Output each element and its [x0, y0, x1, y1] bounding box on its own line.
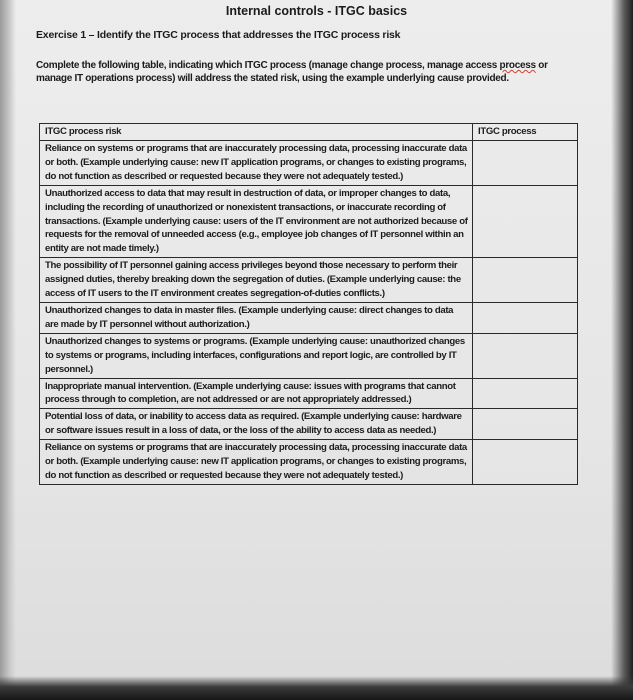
table-row	[40, 185, 578, 258]
risk-cell: Reliance on systems or programs that are inaccurately processing data, processing inaccurate data or both. (Example underlying cause: new IT application programs, or changes to existing programs, do not function as described or requested because they were not adequately tested.)	[40, 440, 473, 485]
risk-cell: Potential loss of data, or inability to access data as required. (Example underlying cause: hardware or software issues result in a loss of data, or the loss of the ability to access data as needed.)	[40, 409, 473, 440]
process-answer-cell[interactable]	[473, 440, 578, 485]
table-row	[40, 333, 578, 378]
spellcheck-flagged-word: process	[499, 60, 536, 71]
risk-cell: Unauthorized changes to systems or programs. (Example underlying cause: unauthorized changes to systems or programs, including interfaces, configurations and report logic, are controlled by IT personnel.)	[40, 333, 473, 378]
page-edge-shadow	[0, 0, 16, 700]
table-header-row	[40, 124, 578, 141]
table-row	[40, 302, 578, 333]
process-answer-cell[interactable]	[473, 333, 578, 378]
process-answer-cell[interactable]	[473, 258, 578, 303]
table-row	[40, 258, 578, 303]
document-title: Internal controls - ITGC basics	[225, 4, 408, 18]
table-row	[40, 378, 578, 409]
risk-cell: Inappropriate manual intervention. (Example underlying cause: issues with programs that cannot process through to completion, are not addressed or are not appropriately addressed.)	[40, 378, 473, 409]
process-answer-cell[interactable]	[473, 409, 578, 440]
process-answer-cell[interactable]	[473, 378, 578, 409]
risk-cell: Unauthorized access to data that may result in destruction of data, or improper changes to data, including the recording of unauthorized or nonexistent transactions, or inaccurate recording of transactions. (Example underlying cause: users of the IT environment are not authorized because of requests for the removal of unneeded access (e.g., employee job changes of IT personnel within an entity are not made timely.)	[40, 185, 473, 258]
table-row	[40, 440, 578, 485]
instructions-text-start: Complete the following table, indicating which ITGC process (manage change process, manage access	[36, 60, 500, 71]
exercise-heading: Exercise 1 – Identify the ITGC process that addresses the ITGC process risk	[36, 29, 401, 41]
risk-cell: Reliance on systems or programs that are inaccurately processing data, processing inaccurate data or both. (Example underlying cause: new IT application programs, or changes to existing programs, do not function as described or requested because they were not adequately tested.)	[40, 141, 473, 186]
page-bottom-shadow	[0, 676, 633, 700]
page-edge-shadow-right	[611, 0, 633, 700]
risk-cell: Unauthorized changes to data in master files. (Example underlying cause: direct changes to data are made by IT personnel without authorization.)	[40, 302, 473, 333]
risk-cell: The possibility of IT personnel gaining access privileges beyond those necessary to perform their assigned duties, thereby breaking down the segregation of duties. (Example underlying cause: the access of IT users to the IT environment creates segregation-of-duties conflicts.)	[40, 258, 473, 303]
column-header-process: ITGC process	[473, 124, 578, 141]
table-row	[40, 409, 578, 440]
process-answer-cell[interactable]	[473, 185, 578, 258]
process-answer-cell[interactable]	[473, 302, 578, 333]
itgc-risk-table	[39, 123, 578, 485]
process-answer-cell[interactable]	[473, 141, 578, 186]
instructions-paragraph	[36, 60, 566, 85]
table-row	[40, 141, 578, 186]
instructions-text-end: or manage IT operations process) will address the stated risk, using the example underlying cause provided.	[36, 60, 548, 84]
column-header-risk: ITGC process risk	[40, 124, 473, 141]
